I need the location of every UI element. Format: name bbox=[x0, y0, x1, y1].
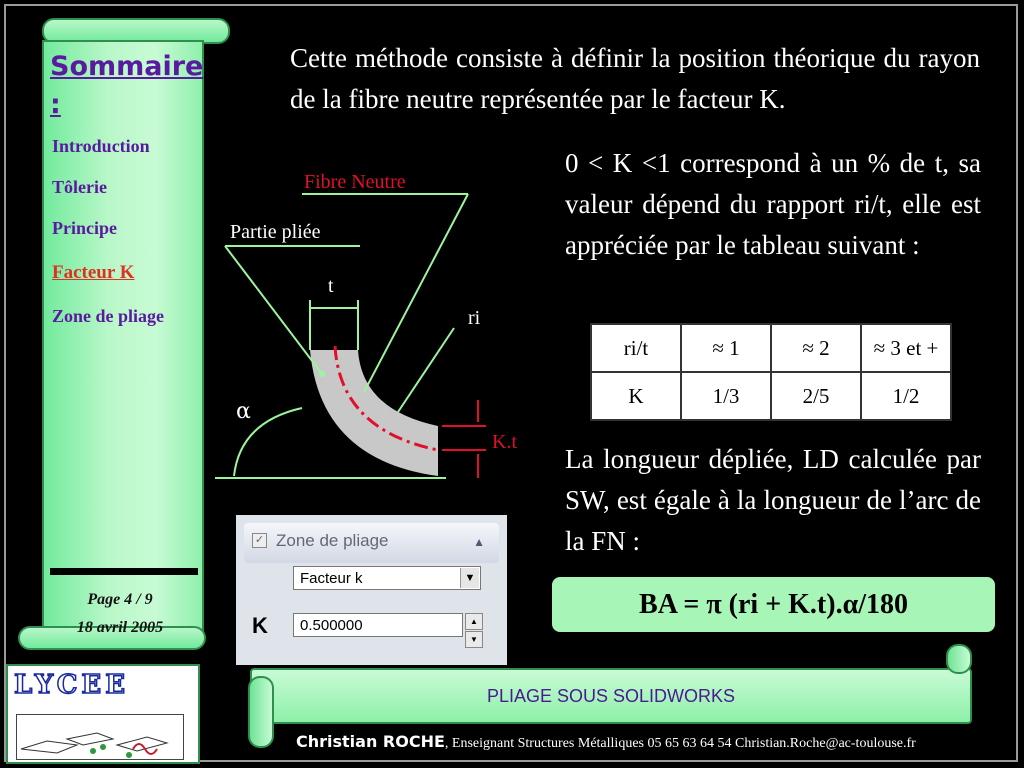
partie-dot bbox=[319, 371, 325, 377]
page-number: Page 4 / 9 bbox=[87, 591, 153, 608]
bend-method-value: Facteur k bbox=[300, 570, 363, 587]
stepper-up-icon[interactable]: ▲ bbox=[465, 613, 483, 630]
alpha-label: α bbox=[236, 399, 251, 424]
bend-diagram bbox=[210, 160, 540, 495]
bent-sheet bbox=[310, 350, 438, 476]
banner-roll-left bbox=[248, 676, 274, 748]
chevron-down-icon[interactable]: ▼ bbox=[460, 568, 479, 588]
sidebar-item-introduction[interactable]: Introduction bbox=[52, 136, 150, 156]
table-cell: ≈ 2 bbox=[771, 324, 861, 372]
table-cell: ≈ 3 et + bbox=[861, 324, 951, 372]
slide-date: 18 avril 2005 bbox=[76, 619, 164, 636]
intro-paragraph: Cette méthode consiste à définir la position théorique du rayon de la fibre neutre représentée par le facteur K. bbox=[290, 43, 980, 114]
sidebar-scroll bbox=[42, 40, 204, 640]
table-cell: K bbox=[591, 372, 681, 420]
chevron-up-icon[interactable]: ▲ bbox=[473, 535, 485, 549]
fibre-leader bbox=[364, 194, 468, 392]
footer-credits bbox=[296, 732, 916, 752]
kt-label: K.t bbox=[492, 431, 517, 453]
sidebar-title: Sommaire : bbox=[50, 51, 204, 120]
logo-illustration bbox=[16, 714, 184, 760]
t-label: t bbox=[328, 275, 334, 297]
k-label: K bbox=[252, 613, 268, 638]
k-stepper[interactable] bbox=[465, 613, 483, 645]
fibre-neutre-label: Fibre Neutre bbox=[304, 171, 406, 193]
table-cell: ≈ 1 bbox=[681, 324, 771, 372]
sw-panel-title: Zone de pliage bbox=[276, 531, 389, 550]
sidebar-item-zone-de-pliage[interactable]: Zone de pliage bbox=[52, 306, 165, 326]
partie-pliee-label: Partie pliée bbox=[230, 221, 321, 243]
bend-method-select[interactable] bbox=[293, 566, 481, 590]
table-cell: 1/2 bbox=[861, 372, 951, 420]
ri-leader bbox=[398, 328, 454, 412]
table-row bbox=[591, 372, 951, 420]
k-value-input[interactable]: 0.500000 bbox=[293, 613, 463, 637]
sidebar-item-tolerie[interactable]: Tôlerie bbox=[52, 177, 107, 197]
partie-leader bbox=[225, 246, 322, 374]
ri-label: ri bbox=[468, 307, 481, 329]
table-row bbox=[591, 324, 951, 372]
banner-roll-right bbox=[946, 644, 972, 674]
k-range-paragraph: 0 < K <1 correspond à un % de t, sa valeur dépend du rapport ri/t, elle est appréciée par le tableau suivant : bbox=[565, 148, 981, 260]
sw-bend-panel bbox=[236, 515, 507, 665]
table-cell: 1/3 bbox=[681, 372, 771, 420]
banner-title: PLIAGE SOUS SOLIDWORKS bbox=[486, 686, 736, 706]
logo-text: LYCEE bbox=[14, 670, 130, 700]
unfolded-length-paragraph: La longueur dépliée, LD calculée par SW, est égale à la longueur de l’arc de la FN : bbox=[565, 444, 981, 556]
sidebar-item-facteur-k[interactable]: Facteur K bbox=[52, 262, 135, 283]
machine-drawing-icon bbox=[17, 715, 183, 759]
table-cell: 2/5 bbox=[771, 372, 861, 420]
k-factor-table bbox=[590, 323, 952, 421]
table-cell: ri/t bbox=[591, 324, 681, 372]
author-name: Christian ROCHE bbox=[296, 732, 445, 751]
school-logo bbox=[6, 664, 200, 764]
formula-box: BA = π (ri + K.t).α/180 bbox=[552, 577, 995, 632]
stepper-down-icon[interactable]: ▼ bbox=[465, 631, 483, 648]
sidebar-divider bbox=[50, 568, 198, 575]
sidebar-item-principe[interactable]: Principe bbox=[52, 218, 117, 238]
title-banner bbox=[250, 668, 972, 724]
author-details: , Enseignant Structures Métalliques 05 65 63 64 54 Christian.Roche@ac-toulouse.fr bbox=[444, 736, 916, 751]
sw-panel-header[interactable] bbox=[244, 523, 499, 563]
checkbox-icon[interactable]: ✓ bbox=[252, 533, 267, 548]
